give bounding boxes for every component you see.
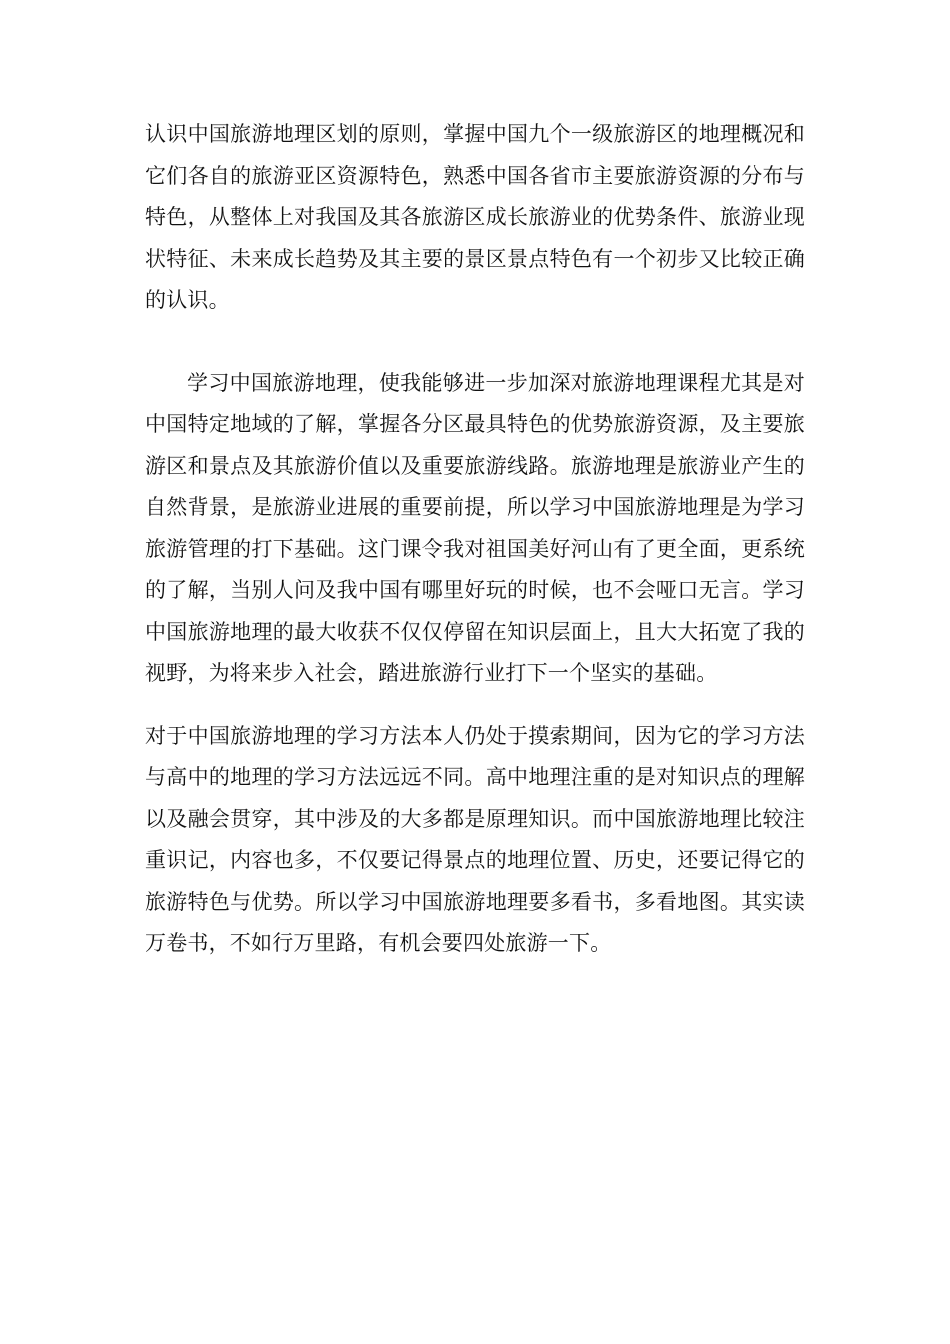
document-body: [145, 114, 805, 965]
paragraph-3: 对于中国旅游地理的学习方法本人仍处于摸索期间，因为它的学习方法与高中的地理的学习方法远远不同。高中地理注重的是对知识点的理解以及融会贯穿，其中涉及的大多都是原理知识。而中国旅游地理比较注重识记，内容也多，不仅要记得景点的地理位置、历史，还要记得它的旅游特色与优势。所以学习中国旅游地理要多看书，多看地图。其实读万卷书，不如行万里路，有机会要四处旅游一下。: [145, 723, 805, 955]
paragraph-1: 认识中国旅游地理区划的原则，掌握中国九个一级旅游区的地理概况和它们各自的旅游亚区资源特色，熟悉中国各省市主要旅游资源的分布与特色，从整体上对我国及其各旅游区成长旅游业的优势条件、旅游业现状特征、未来成长趋势及其主要的景区景点特色有一个初步又比较正确的认识。: [145, 122, 805, 312]
paragraph-2: 学习中国旅游地理，使我能够进一步加深对旅游地理课程尤其是对中国特定地域的了解，掌握各分区最具特色的优势旅游资源，及主要旅游区和景点及其旅游价值以及重要旅游线路。旅游地理是旅游业产生的自然背景，是旅游业进展的重要前提，所以学习中国旅游地理是为学习旅游管理的打下基础。这门课令我对祖国美好河山有了更全面，更系统的了解，当别人问及我中国有哪里好玩的时候，也不会哑口无言。学习中国旅游地理的最大收获不仅仅停留在知识层面上，且大大拓宽了我的视野，为将来步入社会，踏进旅游行业打下一个坚实的基础。: [145, 370, 805, 685]
